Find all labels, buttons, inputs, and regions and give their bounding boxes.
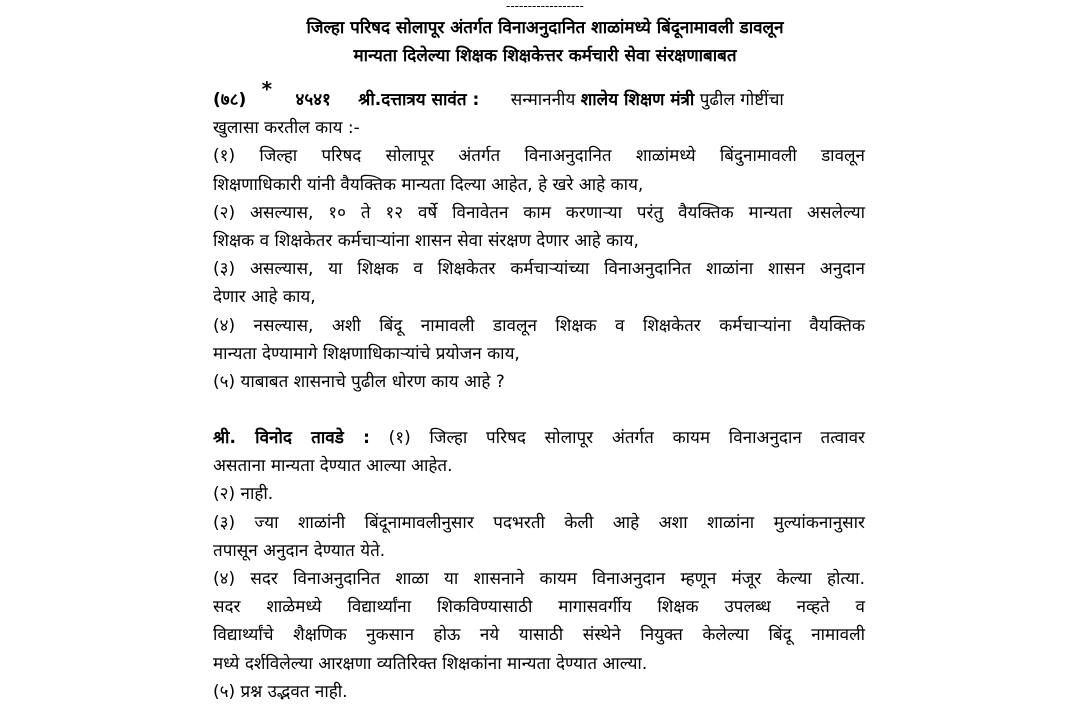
top-rule: ------------------ (506, 0, 584, 13)
question-part-line: शिक्षणाधिकारी यांनी वैयक्तिक मान्यता दिल्या आहेत, हे खरे आहे काय, (213, 174, 644, 195)
answer-part-line: असताना मान्यता देण्यात आल्या आहेत. (213, 456, 453, 477)
question-part-5 (213, 368, 865, 396)
question-asker: श्री.दत्तात्रय सावंत : (358, 90, 480, 110)
answer-part-line: विद्यार्थ्यांचे शैक्षणिक नुकसान होऊ नये यासाठी संस्थेने नियुक्त केलेल्या बिंदू नामावली (213, 625, 865, 646)
question-part-line: शिक्षक व शिक्षकेतर कर्मचाऱ्यांना शासन सेवा संरक्षण देणार आहे काय, (213, 231, 639, 252)
question-part-line: मान्यता देण्यामागे शिक्षणाधिकाऱ्यांचे प्रयोजन काय, (213, 343, 520, 364)
answer-part-3 (213, 509, 865, 565)
question-part-line: देणार आहे काय, (213, 287, 316, 308)
answer-part-line: (१) जिल्हा परिषद सोलापूर अंतर्गत कायम विनाअनुदान तत्वावर (388, 428, 866, 448)
question-part-2 (213, 199, 865, 255)
answer-part-line: सदर शाळेमध्ये विद्यार्थ्यांना शिकविण्यासाठी मागासवर्गीय शिक्षक उपलब्ध नव्हते व (213, 597, 865, 618)
question-part-1 (213, 142, 865, 198)
answer-part-line: (३) ज्या शाळांनी बिंदूनामावलीनुसार पदभरती केली आहे अशा शाळांना मुल्यांकनानुसार (213, 512, 865, 533)
answer-part-line: (४) सदर विनाअनुदानित शाळा या शासनाने कायम विनाअनुदान म्हणून मंजूर केल्या होत्या. (213, 569, 865, 590)
question-id: ४५४१ (295, 90, 331, 110)
starred-mark: * (261, 77, 273, 101)
minister-name: शालेय शिक्षण मंत्री (580, 90, 695, 110)
answerer-name: श्री. विनोद तावडे : (213, 428, 370, 448)
answer-header-line (213, 424, 865, 452)
title-line-2: मान्यता दिलेल्या शिक्षक शिक्षकेत्तर कर्मचारी सेवा संरक्षणाबाबत (353, 46, 737, 66)
question-part-3 (213, 255, 865, 311)
question-part-4 (213, 312, 865, 368)
question-intro-line-2: खुलासा करतील काय :- (213, 118, 360, 139)
question-number: (७८) (213, 90, 247, 110)
question-header (213, 77, 865, 142)
answer-part-line: मध्ये दर्शविलेल्या आरक्षणा व्यतिरिक्त शिक्षकांना मान्यता देण्यात आल्या. (213, 653, 648, 674)
answer-part-line: (५) प्रश्न उद्भवत नाही. (213, 681, 348, 702)
answer-part-line: तपासून अनुदान देण्यात येते. (213, 540, 386, 561)
answer-part-5 (213, 678, 865, 706)
question-part-line: (३) असल्यास, या शिक्षक व शिक्षकेतर कर्मचाऱ्यांच्या विनाअनुदानित शाळांना शासन अनुदान (213, 259, 865, 280)
answer-part-line: (२) नाही. (213, 484, 274, 505)
answer-block (213, 424, 865, 706)
question-intro-pre: सन्माननीय (510, 90, 576, 110)
question-part-line: (२) असल्यास, १० ते १२ वर्षे विनावेतन काम करणाऱ्या परंतु वैयक्तिक मान्यता असलेल्या (213, 202, 865, 223)
question-part-line: (१) जिल्हा परिषद सोलापूर अंतर्गत विनाअनुदानित शाळांमध्ये बिंदुनामावली डावलून (213, 146, 865, 167)
document-title (150, 14, 940, 70)
answer-part-4 (213, 565, 865, 678)
answer-part-1 (213, 424, 865, 480)
question-part-line: (५) याबाबत शासनाचे पुढील धोरण काय आहे ? (213, 372, 505, 393)
question-header-line (213, 77, 865, 114)
question-part-line: (४) नसल्यास, अशी बिंदू नामावली डावलून शिक्षक व शिक्षकेतर कर्मचाऱ्यांना वैयक्तिक (213, 315, 865, 336)
answer-part-2 (213, 480, 865, 508)
title-line-1: जिल्हा परिषद सोलापूर अंतर्गत विनाअनुदानित शाळांमध्ये बिंदूनामावली डावलून (306, 18, 784, 38)
question-block (213, 77, 865, 396)
question-intro-post: पुढील गोष्टींचा (699, 90, 784, 110)
